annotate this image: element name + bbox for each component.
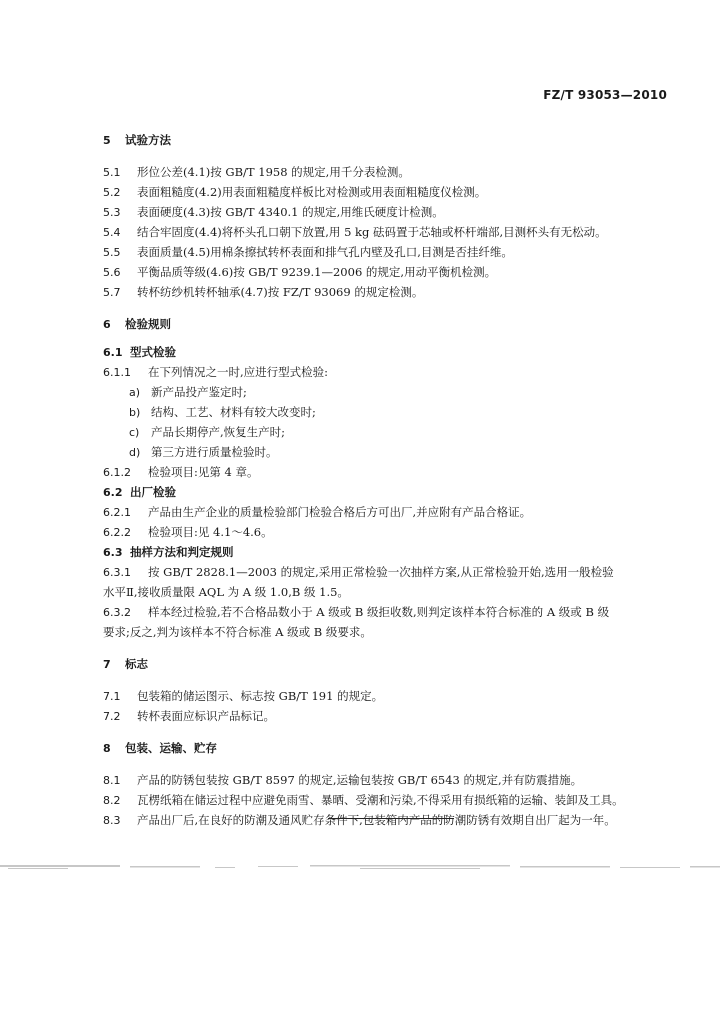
subsection-heading: 6.3 抽样方法和判定规则 (103, 545, 234, 559)
clause-7-1: 7.1 包装箱的储运图示、标志按 GB/T 191 的规定。 (103, 689, 384, 703)
list-item: a) 新产品投产鉴定时; (129, 385, 247, 399)
document-body (103, 130, 673, 830)
clause-5-2: 5.2 表面粗糙度(4.2)用表面粗糙度样板比对检测或用表面粗糙度仪检测。 (103, 185, 487, 199)
clause-6-3-2: 6.3.2 样本经过检验,若不合格品数小于 A 级或 B 级拒收数,则判定该样本符合标准的 A 级或 B 级 (103, 605, 610, 619)
list-item: d) 第三方进行质量检验时。 (129, 445, 278, 459)
clause-8-3: 8.3 产品出厂后,在良好的防潮及通风贮存条件下,包装箱内产品的防潮防锈有效期自出厂起为一年。 (103, 813, 616, 827)
clause-5-3: 5.3 表面硬度(4.3)按 GB/T 4340.1 的规定,用维氏硬度计检测。 (103, 205, 444, 219)
section-heading: 7 标志 (103, 657, 148, 671)
clause-6-3-1: 6.3.1 按 GB/T 2828.1—2003 的规定,采用正常检验一次抽样方案,从正常检验开始,选用一般检验 (103, 565, 614, 579)
end-rule (328, 818, 454, 819)
scan-artifact (0, 860, 724, 874)
clause-7-2: 7.2 转杯表面应标识产品标记。 (103, 709, 275, 723)
list-item: b) 结构、工艺、材料有较大改变时; (129, 405, 316, 419)
clause-8-1: 8.1 产品的防锈包装按 GB/T 8597 的规定,运输包装按 GB/T 6543 的规定,并有防震措施。 (103, 773, 583, 787)
clause-5-1: 5.1 形位公差(4.1)按 GB/T 1958 的规定,用千分表检测。 (103, 165, 410, 179)
clause-6-3-2-continued: 要求;反之,判为该样本不符合标准 A 级或 B 级要求。 (103, 625, 372, 639)
section-heading: 5 试验方法 (103, 133, 171, 147)
section-heading: 8 包装、运输、贮存 (103, 741, 217, 755)
clause-6-3-1-continued: 水平Ⅱ,接收质量限 AQL 为 A 级 1.0,B 级 1.5。 (103, 585, 349, 599)
clause-8-2: 8.2 瓦楞纸箱在储运过程中应避免雨雪、暴晒、受潮和污染,不得采用有损纸箱的运输、装卸及工具。 (103, 793, 624, 807)
clause-6-2-1: 6.2.1 产品由生产企业的质量检验部门检验合格后方可出厂,并应附有产品合格证。 (103, 505, 532, 519)
subsection-heading: 6.1 型式检验 (103, 345, 176, 359)
clause-6-1-2: 6.1.2 检验项目:见第 4 章。 (103, 465, 259, 479)
section-heading: 6 检验规则 (103, 317, 171, 331)
subsection-heading: 6.2 出厂检验 (103, 485, 176, 499)
clause-5-7: 5.7 转杯纺纱机转杯轴承(4.7)按 FZ/T 93069 的规定检测。 (103, 285, 424, 299)
clause-5-4: 5.4 结合牢固度(4.4)将杯头孔口朝下放置,用 5 kg 砝码置于芯轴或杯杆端部,目测杯头有无松动。 (103, 225, 607, 239)
standard-code: FZ/T 93053—2010 (543, 88, 667, 102)
clause-6-2-2: 6.2.2 检验项目:见 4.1～4.6。 (103, 525, 273, 539)
list-item: c) 产品长期停产,恢复生产时; (129, 425, 286, 439)
clause-5-6: 5.6 平衡品质等级(4.6)按 GB/T 9239.1—2006 的规定,用动平衡机检测。 (103, 265, 497, 279)
clause-5-5: 5.5 表面质量(4.5)用棉条擦拭转杯表面和排气孔内壁及孔口,目测是否挂纤维。 (103, 245, 513, 259)
clause-6-1-1: 6.1.1 在下列情况之一时,应进行型式检验: (103, 365, 329, 379)
